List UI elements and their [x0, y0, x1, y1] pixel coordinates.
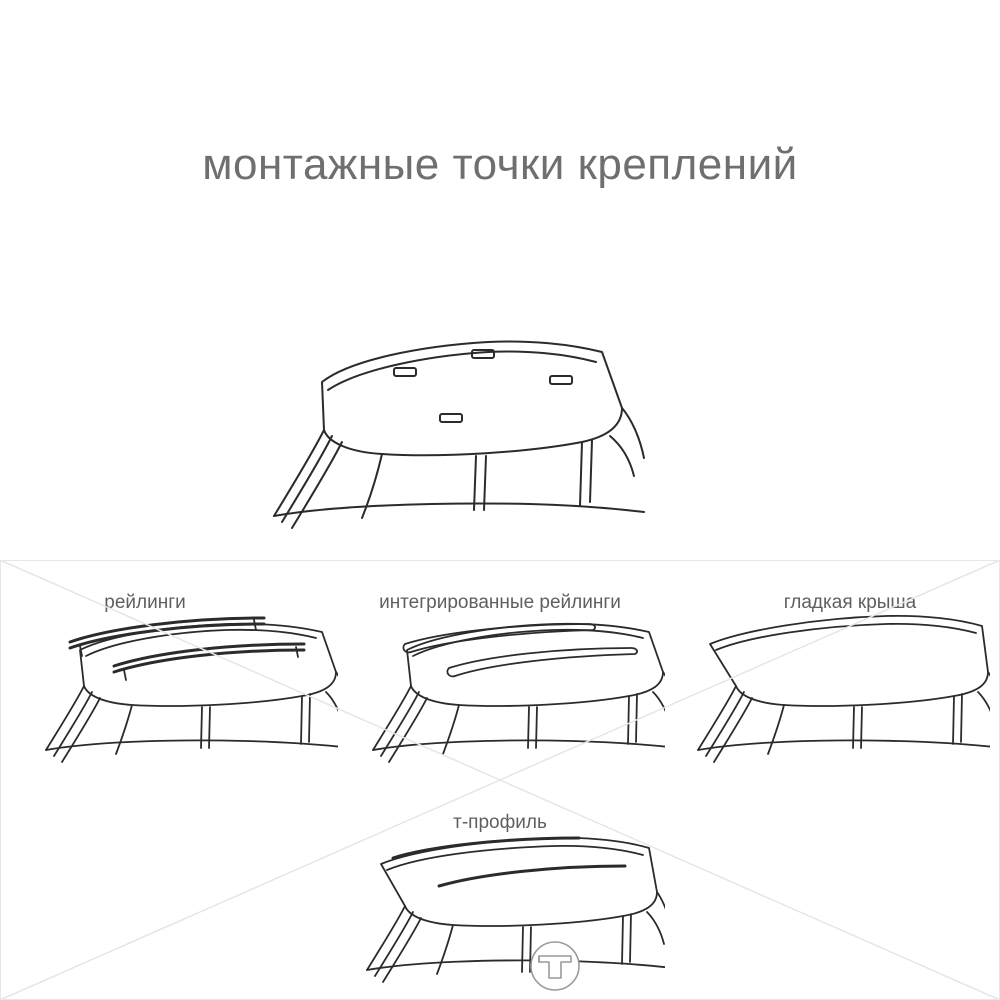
roof-with-integrated-railings-illustration: [345, 610, 665, 770]
label-smooth-roof: гладкая крыша: [783, 592, 917, 613]
roof-with-t-profile-illustration: [335, 830, 665, 1000]
figure-smooth-roof: [670, 610, 990, 770]
figure-t-profile: [335, 830, 665, 1000]
roof-with-raised-railings-illustration: [18, 610, 338, 770]
label-integrated-railing: интегрированные рейлинги: [379, 592, 621, 613]
label-t-profile: т-профиль: [453, 812, 547, 833]
figure-integrated-railing: [345, 610, 665, 770]
page-title: монтажные точки креплений: [202, 140, 798, 189]
car-roof-overview-illustration: [230, 320, 690, 560]
smooth-roof-illustration: [670, 610, 990, 770]
figure-railing: [18, 610, 338, 770]
label-railing: рейлинги: [104, 592, 186, 613]
hero-roof-figure: [230, 320, 690, 560]
